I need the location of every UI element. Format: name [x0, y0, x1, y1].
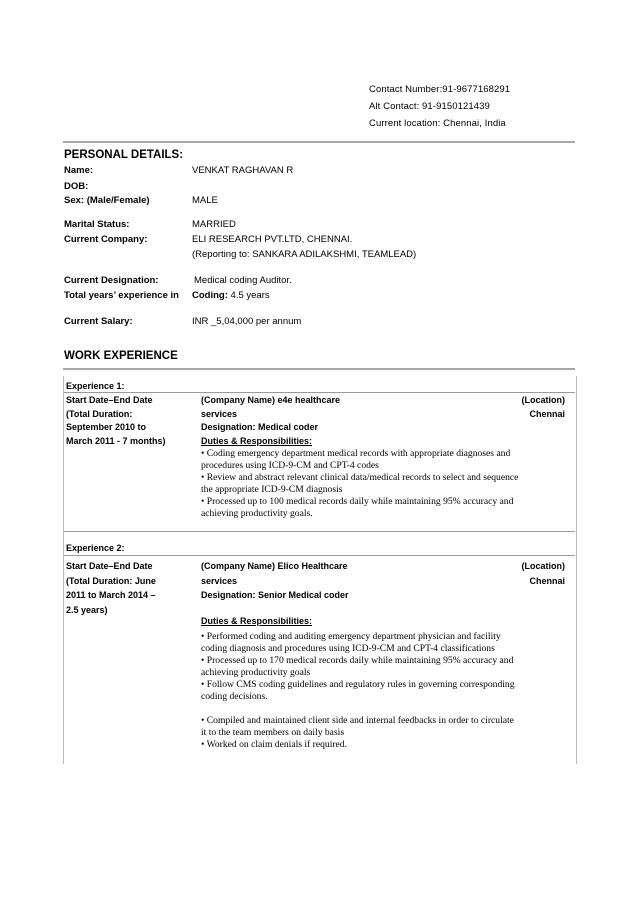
duty-item: • Worked on claim denials if required.: [201, 739, 348, 750]
experience-label: Total years’ experience in: [64, 290, 179, 301]
reporting-to: (Reporting to: SANKARA ADILAKSHMI, TEAMLEAD): [192, 249, 417, 260]
marital-label: Marital Status:: [64, 219, 130, 230]
sex-label: Sex: (Male/Female): [64, 195, 150, 206]
designation-label: Current Designation:: [64, 275, 159, 286]
duty-item: • Review and abstract relevant clinical data/medical records to select and sequence the appropriate ICD-9-CM diagnosis: [201, 472, 519, 495]
exp2-duration: 2011 to March 2014 –: [66, 590, 156, 600]
contact-block: [369, 81, 510, 132]
exp1-duties-title: Duties & Responsibilities:: [201, 435, 313, 446]
exp2-date-range: Start Date–End Date: [66, 561, 153, 571]
current-location: Current location: Chennai, India: [369, 118, 506, 129]
exp1-location: Chennai: [529, 408, 565, 419]
exp2-duration: 2.5 years): [66, 604, 108, 615]
experience-value: 4.5 years: [230, 290, 270, 301]
company-value: ELI RESEARCH PVT.LTD, CHENNAI.: [192, 234, 353, 245]
exp1-company: (Company Name) e4e healthcare: [201, 395, 341, 405]
exp2-services: services: [201, 575, 238, 586]
designation-value: Medical coding Auditor.: [194, 275, 292, 286]
exp1-duration: March 2011 - 7 months): [66, 435, 166, 446]
duty-item: • Processed up to 100 medical records daily while maintaining 95% accuracy and achieving productivity goals.: [201, 496, 514, 519]
duty-item: • Processed up to 170 medical records daily while maintaining 95% accuracy and achieving productivity goals: [201, 655, 514, 678]
divider: [63, 368, 575, 370]
contact-number: Contact Number:91-9677168291: [369, 84, 511, 95]
work-experience-title: WORK EXPERIENCE: [64, 350, 178, 362]
personal-details-title: PERSONAL DETAILS:: [64, 149, 184, 161]
exp1-designation: Designation: Medical coder: [201, 422, 319, 432]
marital-value: MARRIED: [192, 219, 236, 230]
exp2-duties-title: Duties & Responsibilities:: [201, 616, 313, 626]
name-value: VENKAT RAGHAVAN R: [192, 165, 294, 176]
duty-item: • Coding emergency department medical records with appropriate diagnoses and procedures using ICD-9-CM and CPT-4 codes: [201, 448, 511, 471]
experience-table-border: [63, 376, 577, 764]
divider: [63, 141, 575, 143]
exp2-designation: Designation: Senior Medical coder: [201, 590, 349, 600]
dob-label: DOB:: [64, 181, 89, 192]
duty-item: • Compiled and maintained client side and internal feedbacks in order to circulate it to the team members on daily basis: [201, 715, 514, 738]
alt-contact: Alt Contact: 91-9150121439: [369, 101, 490, 112]
salary-value: INR _5,04,000 per annum: [192, 316, 302, 327]
exp2-company: (Company Name) Elico Healthcare: [201, 561, 348, 571]
exp1-location-label: (Location): [521, 395, 565, 405]
experience-coding-label: Coding:: [192, 290, 228, 301]
exp1-duration: (Total Duration:: [66, 408, 133, 419]
company-label: Current Company:: [64, 234, 148, 245]
duty-item: • Follow CMS coding guidelines and regulatory rules in governing corresponding coding decisions.: [201, 679, 515, 702]
exp2-duration: (Total Duration: June: [66, 575, 156, 586]
exp1-services: services: [201, 408, 238, 419]
sex-value: MALE: [192, 195, 218, 206]
experience-1-heading: Experience 1:: [66, 381, 125, 391]
duty-item: • Performed coding and auditing emergency department physician and facility coding diagnosis and procedures using ICD-9-CM and CPT-4 classifications: [201, 631, 501, 654]
exp1-date-range: Start Date–End Date: [66, 395, 153, 405]
exp1-duration: September 2010 to: [66, 422, 147, 432]
experience-2-heading: Experience 2:: [66, 543, 125, 553]
salary-label: Current Salary:: [64, 316, 133, 327]
exp2-location-label: (Location): [521, 561, 565, 571]
name-label: Name:: [64, 165, 94, 176]
exp2-location: Chennai: [529, 575, 565, 586]
